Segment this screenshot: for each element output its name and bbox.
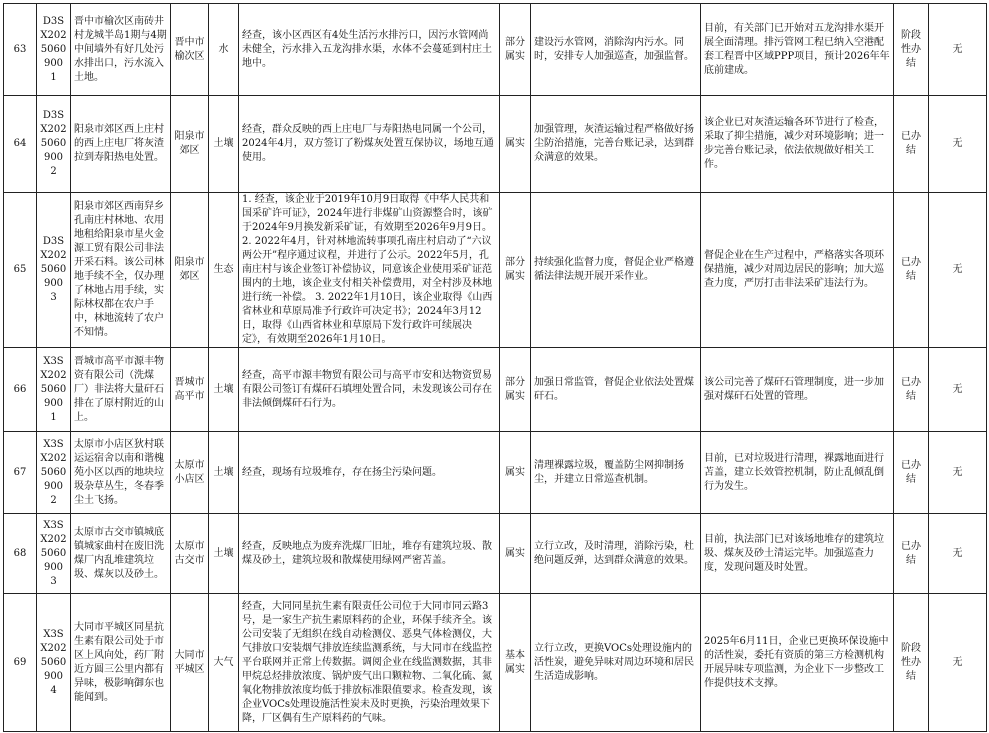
handling-opinion: 立行立改，更换VOCs处理设施内的活性炭，避免异味对周边环境和居民生活造成影响。: [531, 594, 701, 732]
investigation-facts: 1. 经查，该企业于2019年10月9日取得《中华人民共和国采矿许可证》，2024年进行非煤矿山资源整合时，该矿于2024年9月换发新采矿证，有效期至2026年9月9日。 2. 2022年4月，针对林地流转事项孔南庄村启动了“六议两公开”程序通过议程，并进行了公示。2022年5月，孔南庄村与该企业签订补偿协议，同意该企业使用采矿证范围内的土地，该企业支付相关补偿费用，对全村涉及林地进行统一补偿。 3. 2022年1月10日，该企业取得《山西省林业和草原局准予行政许可决定书》；2024年3月12日，取得《山西省林业和草原局下发行政许可续展决定》，有效期至2026年1月10日。: [239, 193, 500, 348]
complaint-content: 太原市古交市镇城底镇城家曲村在废旧洗煤厂内乱堆建筑垃圾、煤灰以及砂土。: [71, 514, 171, 594]
row-number: 64: [4, 96, 37, 193]
table-row: [4, 594, 987, 732]
rectification-result: 督促企业在生产过程中，严格落实各项环保措施，减少对周边居民的影响；加大巡查力度，严厉打击非法采矿违法行为。: [701, 193, 894, 348]
accountability: 无: [929, 514, 987, 594]
case-code: D3SX2025060900 1: [37, 4, 71, 96]
table-row: [4, 96, 987, 193]
row-number: 66: [4, 348, 37, 432]
rectification-result: 该公司完善了煤矸石管理制度，进一步加强对煤矸石处置的管理。: [701, 348, 894, 432]
pollution-type: 大气: [209, 594, 239, 732]
pollution-type: 土壤: [209, 432, 239, 514]
case-code: X3SX2025060900 1: [37, 348, 71, 432]
pollution-type: 土壤: [209, 348, 239, 432]
case-code: D3SX2025060900 2: [37, 96, 71, 193]
completion-status: 已办结: [894, 514, 929, 594]
case-code: X3SX2025060900 3: [37, 514, 71, 594]
complaint-content: 晋中市榆次区南砖井村龙城半岛1期与4期中间墙外有好几处污水排出口，污水流入土地。: [71, 4, 171, 96]
verification-result: 属实: [500, 432, 531, 514]
row-number: 69: [4, 594, 37, 732]
completion-status: 已办结: [894, 432, 929, 514]
table-row: [4, 4, 987, 96]
admin-area: 晋城市高平市: [171, 348, 209, 432]
case-code: D3SX2025060900 3: [37, 193, 71, 348]
admin-area: 阳泉市郊区: [171, 96, 209, 193]
accountability: 无: [929, 96, 987, 193]
accountability: 无: [929, 348, 987, 432]
investigation-facts: 经查，该小区西区有4处生活污水排污口，因污水管网尚未健全，污水排入五龙沟排水渠，水体不会蔓延到村庄土地中。: [239, 4, 500, 96]
admin-area: 太原市小店区: [171, 432, 209, 514]
pollution-type: 土壤: [209, 96, 239, 193]
handling-opinion: 清理裸露垃圾，覆盖防尘网抑制扬尘，并建立日常巡查机制。: [531, 432, 701, 514]
completion-status: 已办结: [894, 193, 929, 348]
complaint-content: 阳泉市郊区西上庄村的西上庄电厂将灰渣拉到寿阳热电处置。: [71, 96, 171, 193]
row-number: 65: [4, 193, 37, 348]
pollution-type: 生态: [209, 193, 239, 348]
completion-status: 阶段性办结: [894, 594, 929, 732]
investigation-facts: 经查，现场有垃圾堆存，存在扬尘污染问题。: [239, 432, 500, 514]
investigation-facts: 经查，大同同星抗生素有限责任公司位于大同市同云路3号，是一家生产抗生素原料药的企业，环保手续齐全。该公司安装了无组织在线自动检测仪、恶臭气体检测仪，大气排放口安装烟气排放连续监测系统，与大同市在线监控平台联网并正常上传数据。调阅企业在线监测数据，其非甲烷总烃排放浓度、锅炉废气出口颗粒物、二氧化硫、氮氧化物排放浓度均低于排放标准限值要求。检查发现，该企业VOCs处理设施活性炭未及时更换，污染治理效果下降，厂区偶有生产原料药的气味。: [239, 594, 500, 732]
table-row: [4, 348, 987, 432]
completion-status: 已办结: [894, 96, 929, 193]
completion-status: 已办结: [894, 348, 929, 432]
table-row: [4, 193, 987, 348]
table-row: [4, 432, 987, 514]
rectification-result: 目前，有关部门已开始对五龙沟排水渠开展全面清理。排污管网工程已纳入空港配套工程晋中区域PPP项目，预计2026年年底前建成。: [701, 4, 894, 96]
handling-opinion: 加强日常监管，督促企业依法处置煤矸石。: [531, 348, 701, 432]
handling-opinion: 持续强化监督力度，督促企业严格遵循法律法规开展开采作业。: [531, 193, 701, 348]
admin-area: 大同市平城区: [171, 594, 209, 732]
admin-area: 阳泉市郊区: [171, 193, 209, 348]
rectification-result: 2025年6月11日，企业已更换环保设施中的活性炭，委托有资质的第三方检测机构开展异味专项监测，为企业下一步整改工作提供技术支撑。: [701, 594, 894, 732]
verification-result: 基本属实: [500, 594, 531, 732]
row-number: 67: [4, 432, 37, 514]
accountability: 无: [929, 4, 987, 96]
handling-opinion: 立行立改，及时清理，消除污染，杜绝问题反弹，达到群众满意的效果。: [531, 514, 701, 594]
verification-result: 部分属实: [500, 193, 531, 348]
row-number: 68: [4, 514, 37, 594]
investigation-facts: 经查，高平市源丰物贸有限公司与高平市安和达物资贸易有限公司签订有煤矸石填埋处置合同，未发现该公司存在非法倾倒煤矸石行为。: [239, 348, 500, 432]
table-row: [4, 514, 987, 594]
complaint-content: 大同市平城区同星抗生素有限公司处于市区上风向处，药厂附近方圆三公里内都有异味，极影响御东也能闻到。: [71, 594, 171, 732]
handling-opinion: 加强管理，灰渣运输过程严格做好扬尘防治措施，完善台账记录，达到群众满意的效果。: [531, 96, 701, 193]
investigation-facts: 经查，群众反映的西上庄电厂与寿阳热电同属一个公司，2024年4月，双方签订了粉煤灰处置互保协议，场地互通使用。: [239, 96, 500, 193]
rectification-result: 目前，执法部门已对该场地堆存的建筑垃圾、煤灰及砂土清运完毕。加强巡查力度，发现问题及时处置。: [701, 514, 894, 594]
completion-status: 阶段性办结: [894, 4, 929, 96]
verification-result: 属实: [500, 514, 531, 594]
verification-result: 部分属实: [500, 348, 531, 432]
rectification-result: 目前，已对垃圾进行清理，裸露地面进行苫盖，建立长效管控机制，防止乱倾乱倒行为发生。: [701, 432, 894, 514]
complaint-content: 晋城市高平市源丰物资有限公司（洗煤厂）非法将大量矸石排在了原村附近的山上。: [71, 348, 171, 432]
complaint-content: 太原市小店区狄村联运运宿舍以南和谐槐苑小区以西的地块垃圾杂草丛生，冬春季尘土飞扬。: [71, 432, 171, 514]
verification-result: 属实: [500, 96, 531, 193]
pollution-type: 水: [209, 4, 239, 96]
admin-area: 晋中市榆次区: [171, 4, 209, 96]
accountability: 无: [929, 432, 987, 514]
handling-opinion: 建设污水管网，消除沟内污水。同时，安排专人加强巡查，加强监督。: [531, 4, 701, 96]
accountability: 无: [929, 594, 987, 732]
admin-area: 太原市古交市: [171, 514, 209, 594]
complaint-table: [3, 3, 987, 732]
accountability: 无: [929, 193, 987, 348]
case-code: X3SX2025060900 2: [37, 432, 71, 514]
case-code: X3SX2025060900 4: [37, 594, 71, 732]
complaint-content: 阳泉市郊区西南舁乡孔南庄村林地、农用地租给阳泉市星火金源工贸有限公司非法开采石料。该公司林地手续不全，仅办理了林地占用手续，实际林权都在农户手中，林地流转了农户不知情。: [71, 193, 171, 348]
investigation-facts: 经查，反映地点为废弃洗煤厂旧址，堆存有建筑垃圾、散煤及砂土，建筑垃圾和散煤使用绿网严密苫盖。: [239, 514, 500, 594]
rectification-result: 该企业已对灰渣运输各环节进行了检查，采取了抑尘措施，减少对环境影响；进一步完善台账记录，依法依规做好相关工作。: [701, 96, 894, 193]
row-number: 63: [4, 4, 37, 96]
pollution-type: 土壤: [209, 514, 239, 594]
verification-result: 部分属实: [500, 4, 531, 96]
